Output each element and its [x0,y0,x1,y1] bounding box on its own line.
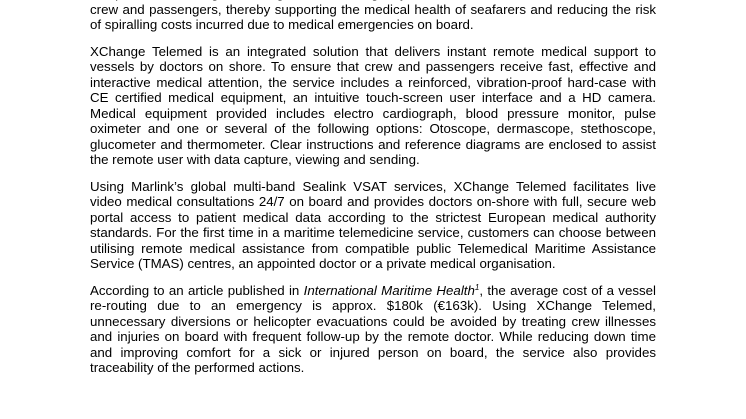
cost-text-after: , the average cost of a vessel re-routing due to an emergency is approx. $180k (€163k). Using XChange Telemed, unnecessary diversions or helicopter evacuations could be avoided by treating crew illnesses and injuries on board with frequent follow-up by the remote doctor. While reducing down time and improving comfort for a sick or injured person on board, the service also provides traceability of the performed actions. [90,282,657,375]
paragraph-vsat-services: Using Marlink’s global multi-band Sealink VSAT services, XChange Telemed facilitates live video medical consultations 24/7 on board and provides doctors on-shore with full, secure web portal access to patient medical data according to the strictest European medical authority standards. For the first time in a maritime telemedicine service, customers can choose between utilising remote medical assistance from compatible public Telemedical Maritime Assistance Service (TMAS) centres, an appointed doctor or a private medical organisation. [90,178,656,271]
footnote-marker[interactable]: 1 [474,282,480,292]
paragraph-cost-savings [90,283,656,376]
paragraph-intro-continued: crew and passengers, thereby supporting the medical health of seafarers and reducing the risk of spiralling costs incurred due to medical emergencies on board. [90,1,656,32]
cost-text-before: According to an article published in [90,282,304,298]
document-body [90,0,656,387]
journal-title: International Maritime Health [303,282,475,298]
paragraph-solution-overview: XChange Telemed is an integrated solution that delivers instant remote medical support to vessels by doctors on shore. To ensure that crew and passengers receive fast, effective and interactive medical attention, the service includes a reinforced, vibration-proof hard-case with CE certified medical equipment, an intuitive touch-screen user interface and a HD camera. Medical equipment provided includes electro cardiograph, blood pressure monitor, pulse oximeter and one or several of the following options: Otoscope, dermascope, stethoscope, glucometer and thermometer. Clear instructions and reference diagrams are enclosed to assist the remote user with data capture, viewing and sending. [90,43,656,167]
